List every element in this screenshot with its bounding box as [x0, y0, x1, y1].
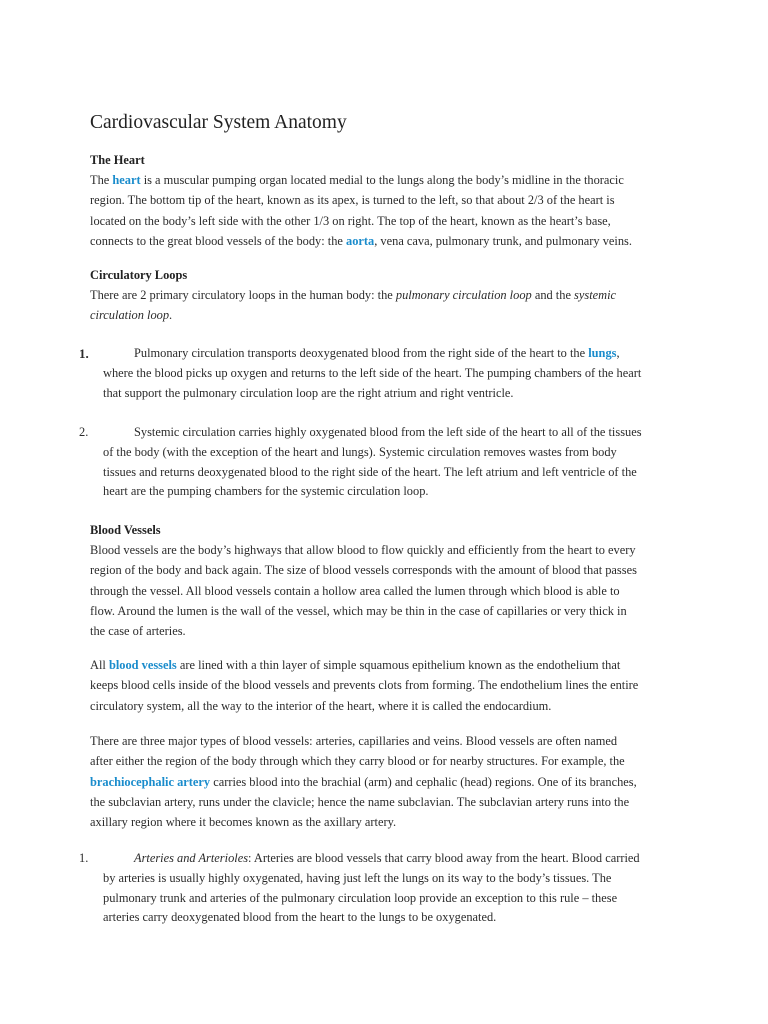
lungs-link[interactable]: lungs [588, 346, 617, 360]
section-heading-blood-vessels: Blood Vessels [90, 523, 161, 537]
text-line: located on the body’s left side with the other 1/3 on right. The top of the heart, known as the heart’s base, [90, 213, 611, 228]
text-line: after either the region of the body through which they carry blood or for nearby structures. For example, the [90, 754, 625, 769]
text-line: where the blood picks up oxygen and returns to the left side of the heart. The pumping chambers of the heart [103, 365, 642, 380]
text-line: circulation loop. [90, 308, 173, 323]
text-line: by arteries is usually highly oxygenated, having just left the lungs on its way to the body’s tissues. The [103, 870, 612, 885]
text-line: Blood vessels are the body’s highways that allow blood to flow quickly and efficiently from the heart to every [90, 543, 636, 557]
text-line: region of the body and back again. The size of blood vessels corresponds with the amount of blood that passes [90, 563, 637, 578]
list-item-pulmonary-circulation [79, 344, 699, 403]
vessels-paragraph-1 [90, 540, 690, 641]
list-number: 1. [79, 851, 89, 865]
text-line: arteries carry deoxygenated blood from the heart to the lungs to be oxygenated. [103, 910, 497, 925]
text-line: tissues and returns deoxygenated blood to the right side of the heart. The left atrium and left ventricle of the [103, 464, 637, 479]
section-heading-circulatory-loops: Circulatory Loops [90, 268, 188, 282]
text-line: axillary region where it becomes known as the axillary artery. [90, 815, 397, 830]
text-line: All blood vessels are lined with a thin layer of simple squamous epithelium known as the endothelium that [90, 658, 621, 672]
text-line: brachiocephalic artery carries blood into the brachial (arm) and cephalic (head) regions. One of its branches, [90, 774, 637, 789]
text-line: Pulmonary circulation transports deoxygenated blood from the right side of the heart to the lungs, [134, 346, 620, 360]
loops-paragraph [90, 285, 690, 326]
text-line: There are 2 primary circulatory loops in the human body: the pulmonary circulation loop and the systemic [90, 288, 617, 302]
text-line: heart are the pumping chambers for the systemic circulation loop. [103, 484, 429, 499]
list-item-systemic-circulation [79, 423, 699, 502]
text-line: circulatory system, all the way to the interior of the heart, where it is called the endocardium. [90, 698, 552, 713]
heart-paragraph [90, 170, 690, 251]
text-line: Arteries and Arterioles: Arteries are blood vessels that carry blood away from the heart. Blood carried [134, 851, 640, 865]
text-line: the subclavian artery, runs under the clavicle; hence the name subclavian. The subclavian artery runs into the [90, 794, 630, 809]
text-line: connects to the great blood vessels of the body: the aorta, vena cava, pulmonary trunk, and pulmonary veins. [90, 233, 632, 248]
vessels-paragraph-2 [90, 655, 690, 716]
list-number: 2. [79, 425, 89, 439]
list-item-arteries-and-arterioles [79, 849, 699, 928]
list-number: 1. [79, 346, 89, 361]
text-line: that support the pulmonary circulation loop are the right atrium and right ventricle. [103, 385, 514, 400]
aorta-link[interactable]: aorta [346, 233, 375, 248]
text-line: Systemic circulation carries highly oxygenated blood from the left side of the heart to all of the tissues [134, 425, 642, 439]
heart-link[interactable]: heart [112, 173, 141, 187]
text-line: keeps blood cells inside of the blood vessels and prevents clots from forming. The endothelium lines the entire [90, 678, 639, 693]
section-heading-the-heart: The Heart [90, 153, 145, 167]
brachiocephalic-artery-link[interactable]: brachiocephalic artery [90, 774, 211, 789]
text-line: region. The bottom tip of the heart, known as its apex, is turned to the left, so that about 2/3 of the heart is [90, 193, 615, 208]
text-line: of the body (with the exception of the heart and lungs). Systemic circulation removes wastes from body [103, 444, 617, 459]
text-line: the case of arteries. [90, 624, 186, 639]
blood-vessels-link[interactable]: blood vessels [108, 658, 177, 672]
vessels-paragraph-3 [90, 731, 690, 832]
text-line: The heart is a muscular pumping organ located medial to the lungs along the body’s midline in the thoracic [90, 173, 624, 187]
text-line: through the vessel. All blood vessels contain a hollow area called the lumen through which blood is able to [90, 583, 620, 598]
text-line: flow. Around the lumen is the wall of the vessel, which may be thin in the case of capillaries or very thick in [90, 603, 627, 618]
text-line: pulmonary trunk and arteries of the pulmonary circulation loop provide an exception to this rule – these [103, 890, 618, 905]
text-line: There are three major types of blood vessels: arteries, capillaries and veins. Blood vessels are often named [90, 734, 618, 748]
page-title: Cardiovascular System Anatomy [90, 112, 347, 133]
